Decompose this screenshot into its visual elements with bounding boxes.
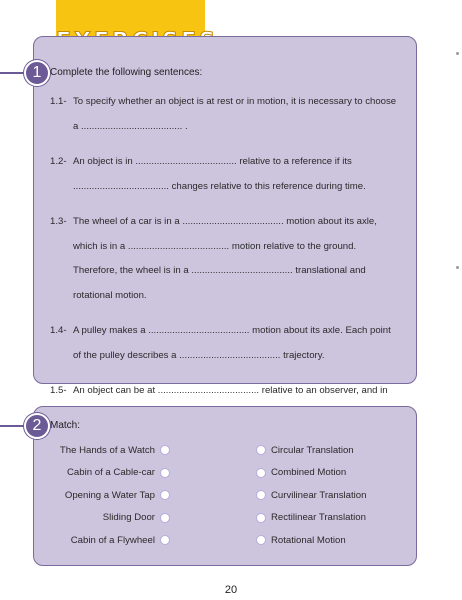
- list-item: [50, 210, 400, 308]
- item-number: 1.5-: [50, 385, 67, 396]
- match-left-item: [60, 484, 170, 507]
- match-left-label: Cabin of a Cable-car: [67, 467, 155, 479]
- match-right-label: Circular Translation: [271, 444, 354, 456]
- section-1-number: 1: [24, 60, 50, 86]
- match-left-label: The Hands of a Watch: [59, 444, 155, 456]
- match-dot-left[interactable]: [160, 513, 170, 523]
- item-number: 1.3-: [50, 216, 67, 227]
- match-left-item: [60, 462, 170, 485]
- section-2-number: 2: [24, 413, 50, 439]
- list-item: [50, 319, 400, 368]
- item-text: To specify whether an object is at rest or in motion, it is necessary to choose a ...................................... .: [73, 96, 397, 132]
- section-1-instruction: Complete the following sentences:: [50, 67, 203, 78]
- match-left-item: [60, 529, 170, 552]
- match-dot-right[interactable]: [256, 490, 266, 500]
- item-number: 1.2-: [50, 156, 67, 167]
- page-number: 20: [224, 584, 238, 596]
- section-2-marker-line: [0, 425, 24, 427]
- item-text: An object can be at ...................................... relative to an observer, and in: [73, 385, 388, 396]
- match-dot-left[interactable]: [160, 490, 170, 500]
- match-dot-left[interactable]: [160, 445, 170, 455]
- edge-mark: [456, 266, 459, 269]
- match-left-label: Sliding Door: [102, 512, 155, 524]
- match-right-label: Rotational Motion: [271, 534, 346, 546]
- match-dot-right[interactable]: [256, 468, 266, 478]
- section-1-marker-line: [0, 72, 24, 74]
- match-dot-right[interactable]: [256, 513, 266, 523]
- match-right-label: Combined Motion: [271, 467, 347, 479]
- match-left-item: [60, 507, 170, 530]
- match-dot-right[interactable]: [256, 535, 266, 545]
- item-number: 1.1-: [50, 96, 67, 107]
- match-right-item: [256, 507, 366, 530]
- match-dot-left[interactable]: [160, 535, 170, 545]
- item-text: A pulley makes a ...................................... motion about its axle. Each point of the pulley describes a ...................................... trajectory.: [73, 325, 391, 361]
- match-right-label: Rectilinear Translation: [271, 512, 366, 524]
- edge-mark: [456, 52, 459, 55]
- match-right-item: [256, 462, 366, 485]
- item-text: The wheel of a car is in a ...................................... motion about its axle, which is in a ...................................... motion relative to the ground. Therefore, the wheel is in a ...................................... translational and rotational motion.: [73, 216, 377, 301]
- match-left-label: Opening a Water Tap: [64, 489, 155, 501]
- item-number: 1.4-: [50, 325, 67, 336]
- match-right-item: [256, 439, 366, 462]
- match-right-item: [256, 484, 366, 507]
- match-right-label: Curvilinear Translation: [271, 489, 367, 501]
- match-dot-left[interactable]: [160, 468, 170, 478]
- match-dot-right[interactable]: [256, 445, 266, 455]
- match-left-column: [60, 439, 170, 552]
- item-text: An object is in ...................................... relative to a reference if its .................................... changes relative to this reference during time.: [73, 156, 366, 192]
- match-left-item: [60, 439, 170, 462]
- list-item: [50, 150, 400, 199]
- list-item: [50, 90, 400, 139]
- section-2-instruction: Match:: [50, 420, 81, 431]
- match-right-column: [256, 439, 366, 552]
- match-left-label: Cabin of a Flywheel: [70, 534, 155, 546]
- match-right-item: [256, 529, 366, 552]
- sentence-list: [50, 90, 400, 428]
